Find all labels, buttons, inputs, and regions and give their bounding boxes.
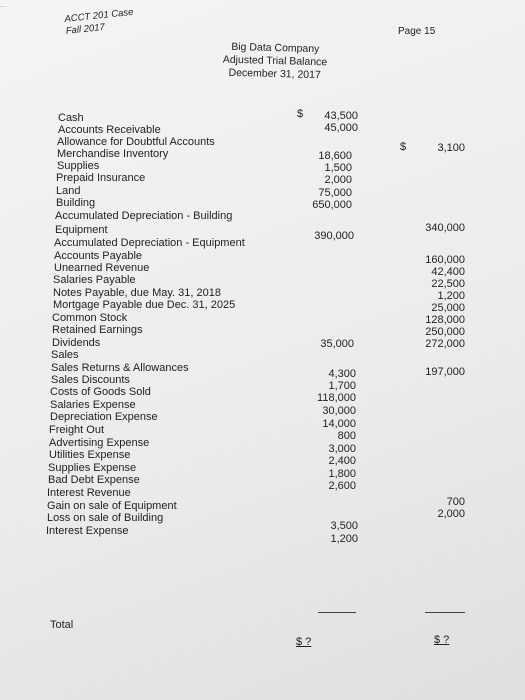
account-name: Supplies Expense xyxy=(48,462,137,474)
debit-amount: 14,000 xyxy=(322,418,356,430)
company-name: Big Data Company xyxy=(231,40,320,56)
debit-underline xyxy=(318,612,356,613)
report-name: Adjusted Trial Balance xyxy=(222,53,328,69)
debit-amount: 1,700 xyxy=(328,380,356,392)
debit-amount: 1,500 xyxy=(324,162,352,174)
credit-amount: 700 xyxy=(446,496,465,508)
account-name: Gain on sale of Equipment xyxy=(47,500,177,512)
account-name: Accounts Payable xyxy=(54,250,143,262)
account-name: Common Stock xyxy=(52,312,128,324)
debit-amount: 45,000 xyxy=(324,122,358,134)
credit-amount: 197,000 xyxy=(425,366,465,378)
debit-amount: 18,600 xyxy=(318,150,352,162)
account-name: Costs of Goods Sold xyxy=(50,386,151,398)
credit-dollar-sign: $ xyxy=(400,141,407,153)
debit-amount: 2,600 xyxy=(328,480,356,492)
account-name: Accumulated Depreciation - Building xyxy=(55,210,233,222)
credit-amount: 272,000 xyxy=(425,338,465,350)
account-name: Building xyxy=(56,197,96,209)
account-name: Notes Payable, due May. 31, 2018 xyxy=(53,287,221,299)
report-date: December 31, 2017 xyxy=(228,66,321,82)
debit-amount: 35,000 xyxy=(320,338,354,350)
credit-amount: 1,200 xyxy=(437,290,465,302)
debit-amount: 2,000 xyxy=(324,174,352,186)
account-name: Sales xyxy=(51,349,79,361)
account-name: Salaries Payable xyxy=(53,274,136,286)
credit-amount: 128,000 xyxy=(425,314,465,326)
account-name: Allowance for Doubtful Accounts xyxy=(57,136,215,148)
account-name: Bad Debt Expense xyxy=(48,474,140,486)
debit-amount: 30,000 xyxy=(322,405,356,417)
course-name: ACCT 201 Case xyxy=(64,6,134,25)
account-name: Loss on sale of Building xyxy=(47,512,164,524)
credit-amount: 160,000 xyxy=(425,254,465,266)
account-name: Unearned Revenue xyxy=(54,262,150,274)
account-name: Merchandise Inventory xyxy=(57,148,169,160)
credit-amount: 3,100 xyxy=(437,142,465,154)
debit-amount: 4,300 xyxy=(328,368,356,380)
debit-dollar-sign: $ xyxy=(297,108,304,120)
debit-amount: 650,000 xyxy=(312,199,352,211)
account-name: Prepaid Insurance xyxy=(56,172,146,184)
account-name: Interest Expense xyxy=(46,525,129,537)
account-name: Salaries Expense xyxy=(50,399,136,411)
account-name: Accumulated Depreciation - Equipment xyxy=(54,237,245,249)
account-name: Interest Revenue xyxy=(47,487,131,499)
debit-amount: 43,500 xyxy=(324,110,358,122)
total-label: Total xyxy=(50,619,74,631)
account-name: Depreciation Expense xyxy=(50,411,158,423)
account-name: Land xyxy=(56,185,81,197)
account-name: Advertising Expense xyxy=(49,437,150,449)
account-name: Freight Out xyxy=(49,424,105,436)
credit-amount: 250,000 xyxy=(425,326,465,338)
account-name: Mortgage Payable due Dec. 31, 2025 xyxy=(53,299,236,311)
debit-amount: 3,000 xyxy=(328,443,356,455)
debit-amount: 3,500 xyxy=(330,520,358,532)
debit-amount: 390,000 xyxy=(314,230,354,242)
course-header xyxy=(64,7,135,38)
debit-amount: 800 xyxy=(337,430,356,442)
corner-note: ... xyxy=(0,0,7,9)
account-name: Sales Discounts xyxy=(51,374,130,386)
account-name: Accounts Receivable xyxy=(58,124,161,136)
account-name: Cash xyxy=(58,112,84,124)
account-name: Retained Earnings xyxy=(52,324,143,336)
account-name: Equipment xyxy=(55,224,108,236)
credit-amount: 340,000 xyxy=(425,222,465,234)
account-name: Supplies xyxy=(57,160,100,172)
total-credit: $ ? xyxy=(434,634,450,646)
course-term: Fall 2017 xyxy=(65,21,106,37)
credit-amount: 22,500 xyxy=(431,278,465,290)
credit-amount: 25,000 xyxy=(431,302,465,314)
credit-amount: 2,000 xyxy=(437,508,465,520)
total-debit: $ ? xyxy=(296,636,312,648)
debit-amount: 75,000 xyxy=(318,187,352,199)
account-name: Dividends xyxy=(52,337,101,349)
report-title xyxy=(200,40,351,83)
credit-underline xyxy=(425,612,465,613)
account-name: Utilities Expense xyxy=(49,449,131,461)
debit-amount: 1,200 xyxy=(330,533,358,545)
account-name: Sales Returns & Allowances xyxy=(51,362,189,374)
debit-amount: 118,000 xyxy=(317,392,356,404)
credit-amount: 42,400 xyxy=(431,266,465,278)
page-number: Page 15 xyxy=(398,26,436,37)
debit-amount: 1,800 xyxy=(328,468,356,480)
debit-amount: 2,400 xyxy=(328,455,356,467)
